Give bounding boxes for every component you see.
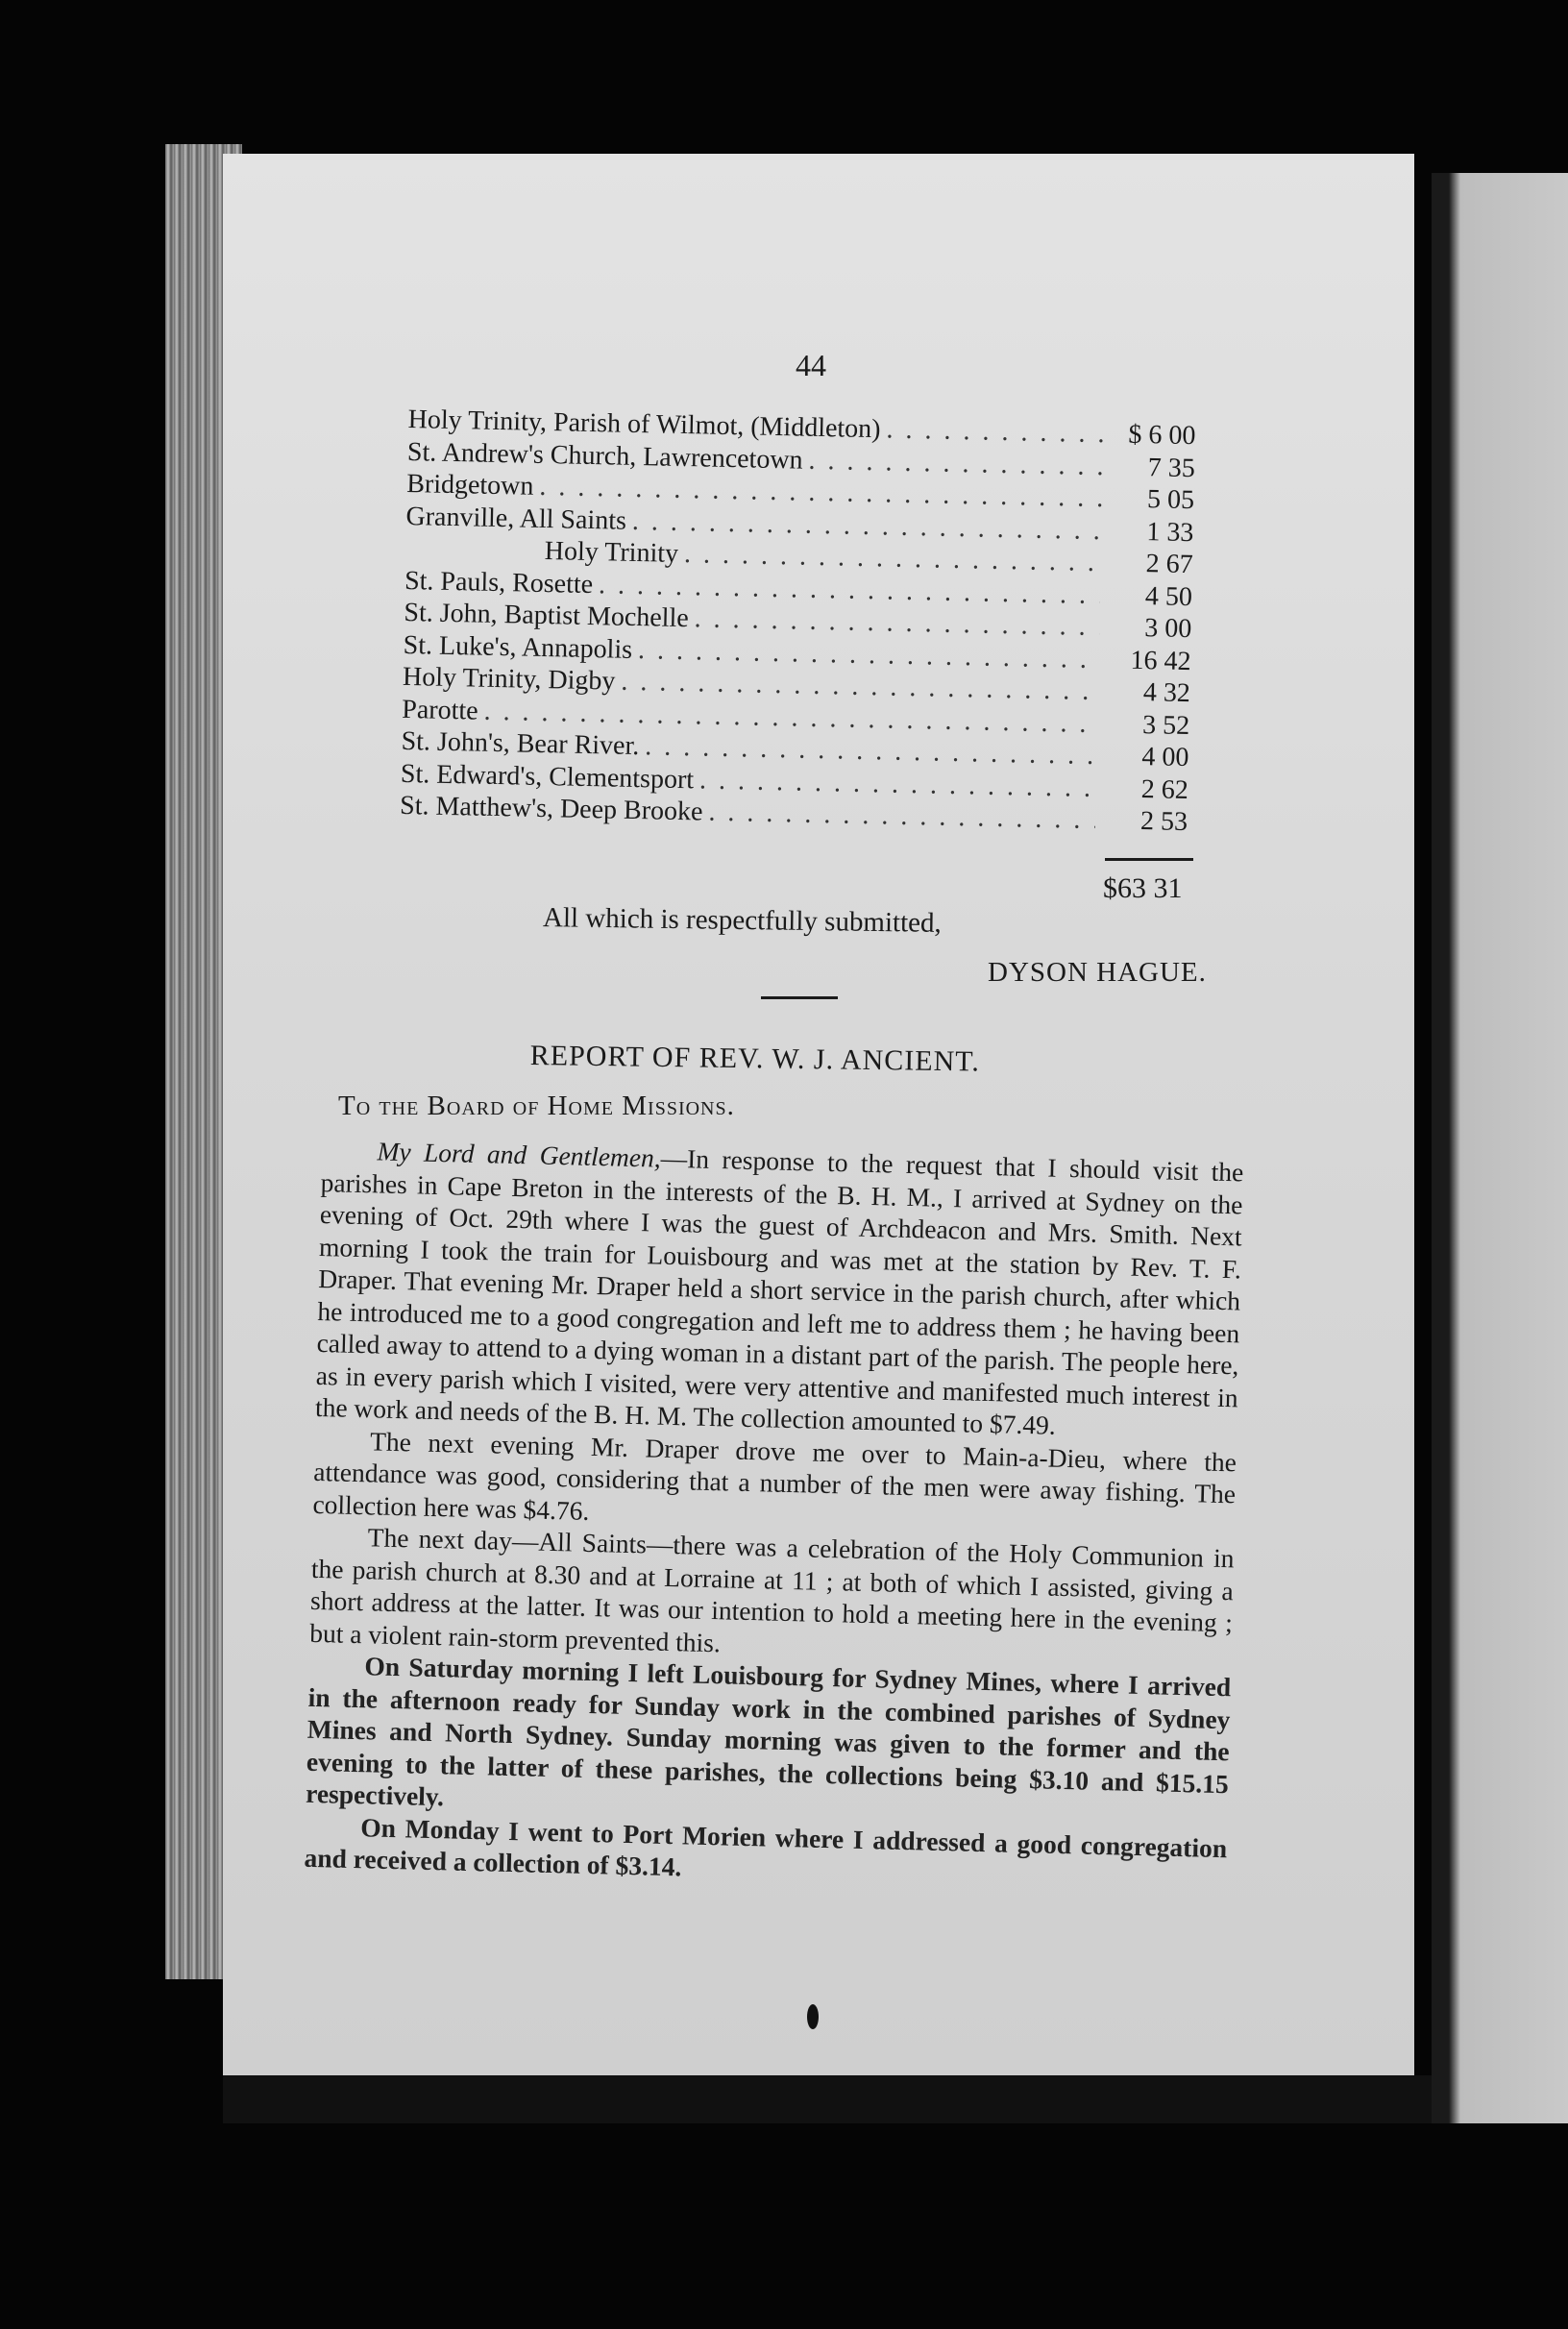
ornament-mark [807, 2004, 819, 2029]
report-title: REPORT OF REV. W. J. ANCIENT. [529, 1040, 981, 1078]
ledger-amount: 3 00 [1143, 613, 1192, 645]
ledger-parish-name: Bridgetown [405, 468, 534, 502]
ledger-amount: $ 6 00 [1128, 419, 1196, 452]
report-paragraph [306, 1649, 1232, 1832]
ledger-amount: 2 53 [1139, 806, 1188, 838]
closing-line: All which is respectfully submitted, [542, 902, 943, 939]
ledger-parish-name: Granville, All Saints [405, 501, 627, 536]
ledger-amount: 2 67 [1145, 549, 1193, 580]
dot-leader [886, 413, 1104, 450]
adjacent-page-strip [1432, 173, 1568, 2123]
ledger-amount: 5 05 [1146, 484, 1195, 516]
ledger-parish-name: Holy Trinity, Digby [402, 661, 616, 697]
ledger-amount: 4 00 [1141, 742, 1189, 773]
ledger-amount: 4 50 [1144, 580, 1193, 612]
ledger-parish-name: Holy Trinity [544, 536, 679, 569]
ledger-amount: 3 52 [1141, 709, 1190, 741]
collections-ledger [400, 404, 1196, 839]
ledger-parish-name: St. John, Baptist Mochelle [404, 597, 690, 634]
paragraph-text: On Saturday morning I left Louisbourg for Sydney Mines, where I arrived in the afternoon ready for Sunday work in the combined parishes of Sydney Mines and North Sydney. Sunday morning was given to the former and the evening to the latter of these parishes, the collections being $3.10 and $15.15 respectively. [305, 1651, 1232, 1812]
ledger-parish-name: St. John's, Bear River. [401, 725, 640, 762]
ledger-parish-name: St. Pauls, Rosette [404, 565, 594, 600]
ledger-parish-name: Parotte [402, 694, 478, 726]
paragraph-text: The next day—All Saints—there was a celebration of the Holy Communion in the parish church at 8.30 and at Lorraine at 11 ; at both of which I assisted, giving a short address at the latter. It was our intention to hold a meeting here in the evening ; but a violent rain-storm prevented this. [308, 1522, 1235, 1657]
ledger-parish-name: St. Andrew's Church, Lawrencetown [406, 436, 803, 476]
signature: DYSON HAGUE. [988, 957, 1207, 988]
ledger-parish-name: St. Luke's, Annapolis [403, 629, 633, 665]
ledger-amount: 1 33 [1146, 516, 1194, 548]
paragraph-text: —In response to the request that I should visit the parishes in Cape Breton in the interests of the B. H. M., I arrived at Sydney on the evening of Oct. 29th where I was the guest of Archdeacon and Mrs. Smith. Next morning I took the train for Louisbourg and was met at the station by Rev. T. F. Draper. That evening Mr. Draper held a short service in the parish church, after which he introduced me to a good congregation and left me to address them ; he having been called away to attend to a dying woman in a distant part of the parish. The people here, as in every parish which I visited, were very attentive and manifested much interest in the work and needs of the B. H. M. The collection amounted to $7.49. [314, 1142, 1244, 1440]
page-number: 44 [796, 348, 826, 382]
scan-bottom-shadow [223, 2075, 1432, 2123]
salutation: To the Board of Home Missions. [338, 1091, 735, 1121]
ledger-amount: 7 35 [1147, 452, 1196, 483]
report-body [304, 1134, 1244, 1897]
paragraph-text: On Monday I went to Port Morien where I addressed a good congregation and received a collection of $3.14. [304, 1811, 1228, 1882]
ledger-parish-name: Holy Trinity, Parish of Wilmot, (Middleton) [407, 404, 881, 445]
paragraph-lead: My Lord and Gentlemen, [377, 1136, 662, 1173]
report-paragraph [309, 1520, 1235, 1671]
ledger-parish-name: St. Edward's, Clementsport [400, 758, 695, 795]
ledger-amount: 2 62 [1140, 773, 1189, 805]
section-divider [761, 996, 838, 999]
ledger-total: $63 31 [1103, 872, 1183, 904]
report-paragraph [315, 1134, 1244, 1446]
total-rule [1105, 858, 1193, 861]
paragraph-text: The next evening Mr. Draper drove me over to Main-a-Dieu, where the attendance was good, considering that a number of the men were away fishing. The collection here was $4.76. [312, 1425, 1237, 1526]
ledger-amount: 16 42 [1130, 645, 1191, 676]
ledger-amount: 4 32 [1142, 677, 1191, 709]
ledger-parish-name: St. Matthew's, Deep Brooke [399, 790, 703, 827]
